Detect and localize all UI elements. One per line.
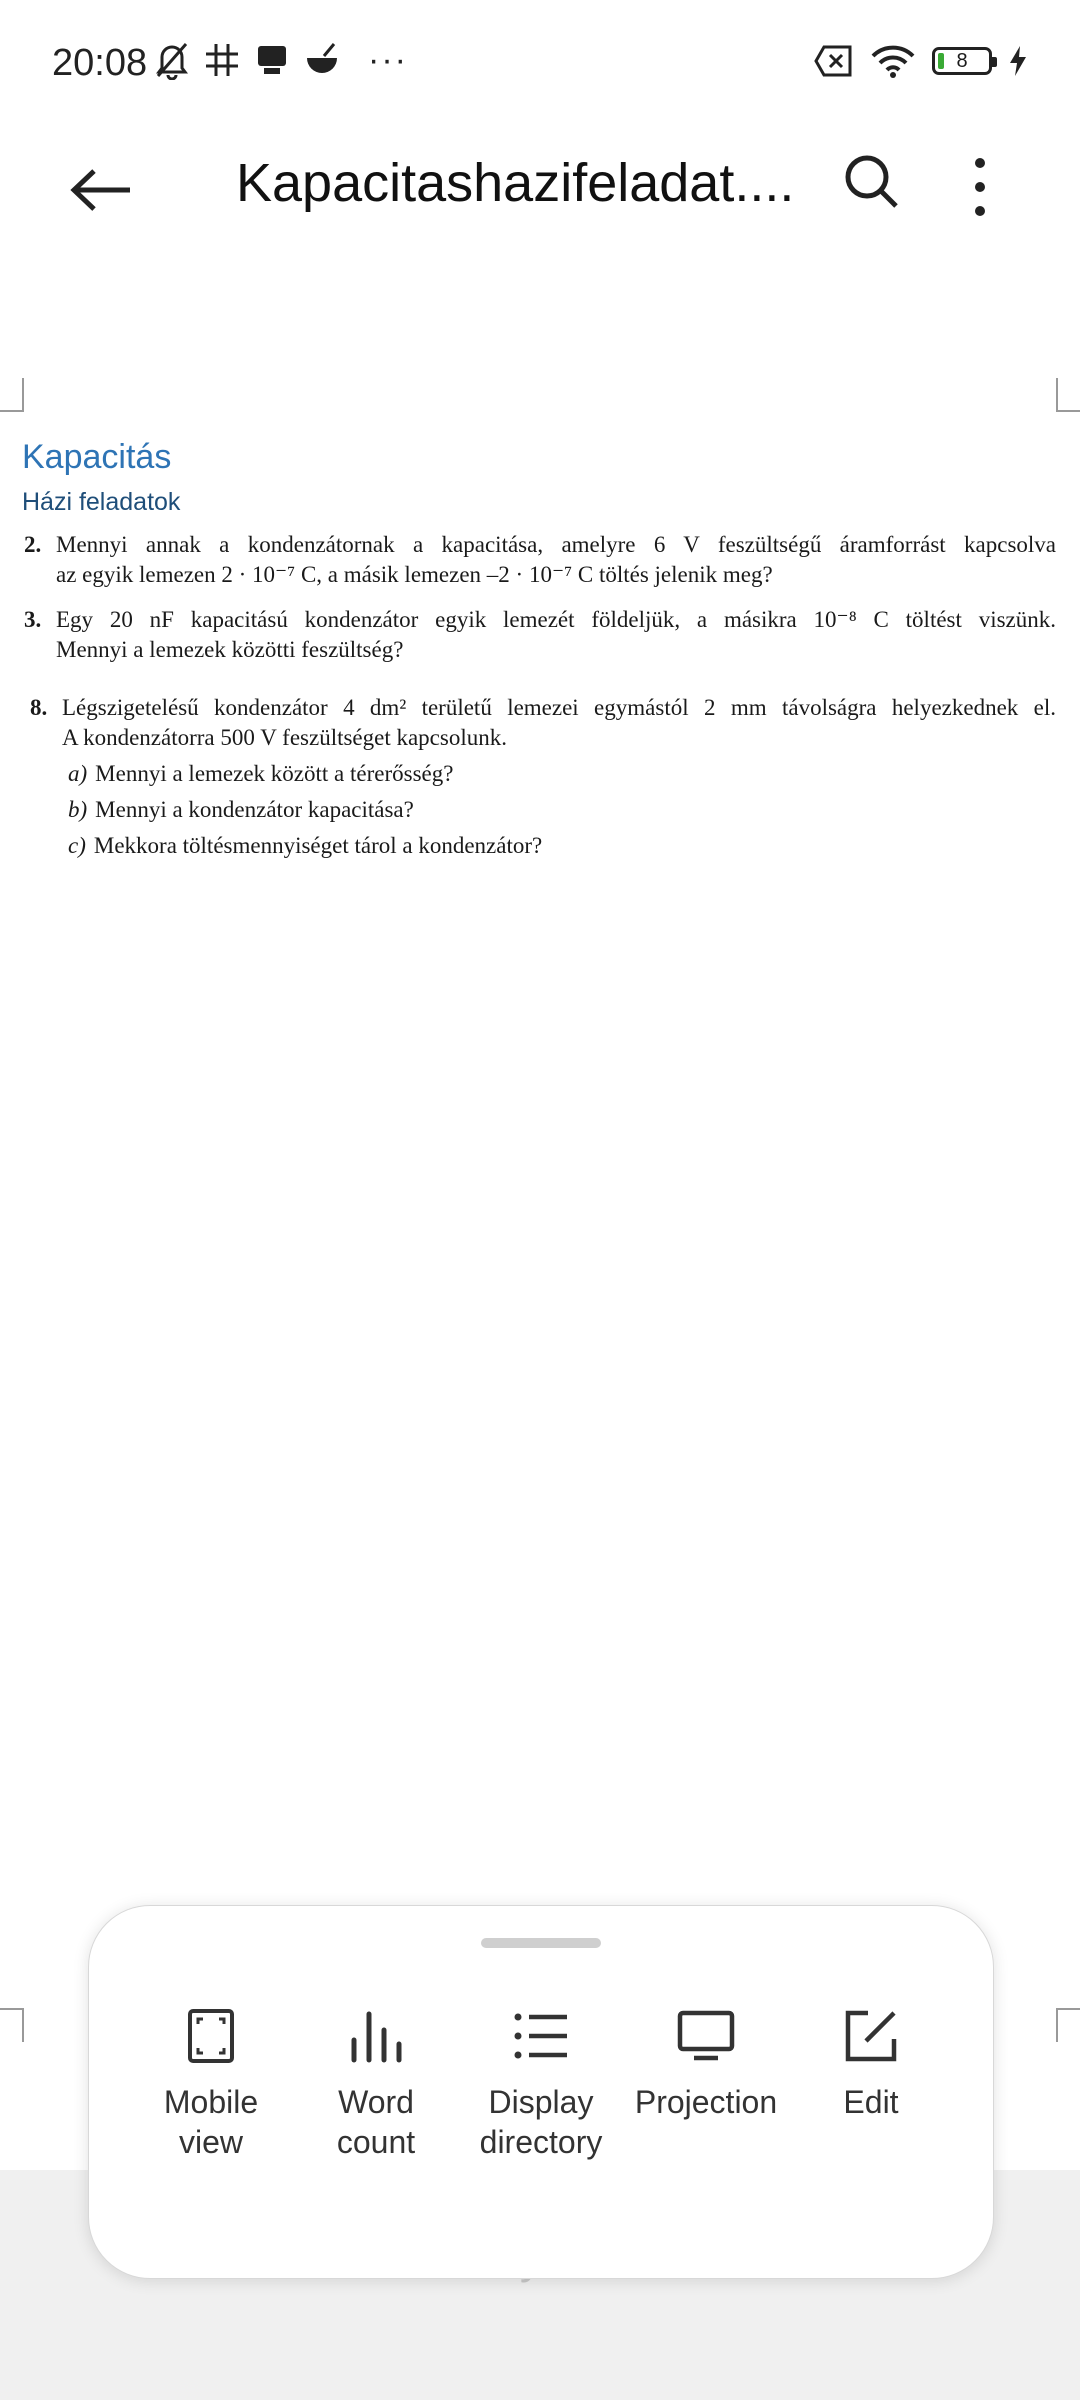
problem-2: [24, 530, 1056, 590]
projection-icon: [677, 2010, 735, 2062]
edit-icon: [844, 2009, 898, 2063]
status-icons-right: [814, 44, 1028, 78]
mobile-view-icon: [186, 2008, 236, 2064]
action-label: Projection: [634, 2084, 778, 2120]
document-page: [0, 250, 1080, 2170]
problem-text: Mennyi annak a kondenzátornak a kapacitása, amelyre 6 V feszültségű áramforrást kapcsolva: [56, 532, 1056, 557]
edit-button[interactable]: [789, 2006, 953, 2162]
doc-heading: Kapacitás: [22, 438, 172, 476]
bottom-sheet: [88, 1905, 994, 2279]
status-overflow: ···: [368, 40, 408, 79]
action-label: view: [178, 2124, 243, 2160]
search-icon: [842, 152, 902, 212]
wifi-icon: [870, 44, 916, 78]
crop-mark: [0, 2008, 24, 2042]
mobile-view-button[interactable]: [129, 2006, 293, 2162]
status-icons-left: [154, 40, 408, 80]
battery-icon: [932, 47, 992, 75]
action-label: Mobile: [163, 2084, 259, 2120]
problem-8: [30, 693, 1056, 867]
charging-icon: [1008, 45, 1028, 77]
problem-text: az egyik lemezen 2 · 10⁻⁷ C, a másik lemezen –2 · 10⁻⁷ C töltés jelenik meg?: [56, 562, 773, 587]
sim-off-icon: [814, 45, 854, 77]
crop-mark: [1056, 378, 1080, 412]
sub-question-b: b) Mennyi a kondenzátor kapacitása?: [68, 797, 414, 822]
problem-text: Egy 20 nF kapacitású kondenzátor egyik lemezét földeljük, a másikra 10⁻⁸ C töltést viszünk.: [56, 607, 1056, 632]
back-arrow-icon: [70, 168, 134, 212]
battery-level: 8: [956, 49, 968, 72]
status-bar: [0, 0, 1080, 130]
more-vertical-icon[interactable]: [960, 150, 1000, 224]
document-title: Kapacitashazifeladat....: [236, 153, 795, 213]
word-count-icon: [348, 2008, 404, 2064]
sub-question-a: a) Mennyi a lemezek között a térerősség?: [68, 761, 454, 786]
app-bar: [0, 130, 1080, 250]
doc-subheading: Házi feladatok: [22, 488, 181, 516]
action-label: Display: [488, 2084, 594, 2120]
crop-mark: [0, 378, 24, 412]
action-label: directory: [479, 2124, 603, 2160]
back-button[interactable]: [70, 160, 150, 220]
problem-number: 2.: [24, 532, 42, 557]
notification-icon: [254, 40, 290, 80]
status-time: 20:08: [52, 42, 148, 84]
problem-number: 3.: [24, 607, 42, 632]
problem-text: Légszigetelésű kondenzátor 4 dm² területű lemezei egymástól 2 mm távolságra helyezkednek el.: [62, 695, 1056, 720]
sub-questions: [68, 759, 1056, 861]
grid-icon: [204, 40, 240, 80]
action-row: [129, 2006, 953, 2162]
bowl-icon: [304, 40, 340, 80]
action-label: Edit: [843, 2084, 899, 2120]
projection-button[interactable]: [624, 2006, 788, 2162]
problem-text: A kondenzátorra 500 V feszültséget kapcsolunk.: [62, 725, 507, 750]
directory-icon: [513, 2011, 569, 2061]
word-count-button[interactable]: [294, 2006, 458, 2162]
action-label: Word: [338, 2084, 414, 2120]
problem-number: 8.: [30, 695, 48, 720]
action-label: count: [336, 2124, 416, 2160]
problem-text: Mennyi a lemezek közötti feszültség?: [56, 637, 404, 662]
problem-3: [24, 605, 1056, 665]
sub-question-c: c) Mekkora töltésmennyiséget tárol a kondenzátor?: [68, 833, 543, 858]
mute-bell-icon: [154, 40, 190, 80]
crop-mark: [1056, 2008, 1080, 2042]
search-button[interactable]: [842, 152, 912, 222]
drag-handle[interactable]: [481, 1938, 601, 1948]
display-directory-button[interactable]: [459, 2006, 623, 2162]
